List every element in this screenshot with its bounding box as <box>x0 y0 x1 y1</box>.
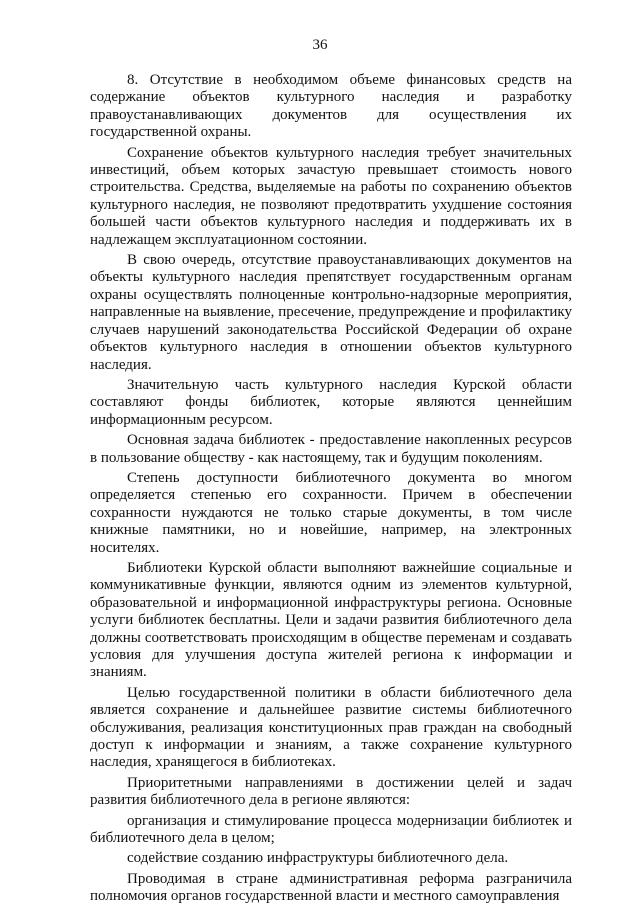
paragraph-library-funds: Значительную часть культурного наследия Курской области составляют фонды библиотек, которые являются ценнейшим информационным ресурсом. <box>90 376 572 428</box>
paragraph-library-functions: Библиотеки Курской области выполняют важнейшие социальные и коммуникативные функции, являются одним из элементов культурной, образовательной и информационной инфраструктуры региона. Основные услуги библиотек бесплатны. Цели и задачи развития библиотечного дела должны соответствовать происходящим в обществе переменам и создавать условия для улучшения доступа жителей региона к информации и знаниям. <box>90 559 572 681</box>
paragraph-accessibility: Степень доступности библиотечного документа во многом определяется степенью его сохранности. Причем в обеспечении сохранности нуждаются не только старые документы, в том числе книжные памятники, но и новейшие, например, на электронных носителях. <box>90 469 572 556</box>
paragraph-state-policy-goal: Целью государственной политики в области библиотечного дела является сохранение и дальнейшее развитие системы библиотечного обслуживания, реализация конституционных прав граждан на свободный доступ к информации и знаниям, а также сохранение культурного наследия, хранящегося в библиотеках. <box>90 684 572 771</box>
page-number: 36 <box>312 37 328 53</box>
paragraph-preservation-investment: Сохранение объектов культурного наследия требует значительных инвестиций, объем которых зачастую превышает стоимость нового строительства. Средства, выделяемые на работы по сохранению объектов культурного наследия, не позволяют предотвратить ухудшение состояния большей части объектов культурного наследия и поддерживать их в надлежащем эксплуатационном состоянии. <box>90 144 572 248</box>
paragraph-funding-shortage: 8. Отсутствие в необходимом объеме финансовых средств на содержание объектов культурного наследия и разработку правоустанавливающих документов для осуществления их государственной охраны. <box>90 72 572 141</box>
paragraph-priority-directions: Приоритетными направлениями в достижении целей и задач развития библиотечного дела в регионе являются: <box>90 774 572 809</box>
paragraph-library-main-task: Основная задача библиотек - предоставление накопленных ресурсов в пользование обществу - как настоящему, так и будущим поколениям. <box>90 432 572 466</box>
paragraph-title-documents: В свою очередь, отсутствие правоустанавливающих документов на объекты культурного наследия препятствует государственным органам охраны осуществлять полноценные контрольно-надзорные мероприятия, направленные на выявление, пресечение, предупреждение и профилактику случаев нарушений законодательства Российской Федерации об охране объектов культурного наследия в отношении объектов культурного наследия. <box>90 252 572 373</box>
paragraph-infrastructure: содействие созданию инфраструктуры библиотечного дела. <box>127 850 509 867</box>
document-body <box>90 72 572 906</box>
paragraph-modernization: организация и стимулирование процесса модернизации библиотек и библиотечного дела в целом; <box>90 812 572 847</box>
paragraph-administrative-reform: Проводимая в стране административная реформа разграничила полномочия органов государственной власти и местного самоуправления <box>90 870 572 905</box>
